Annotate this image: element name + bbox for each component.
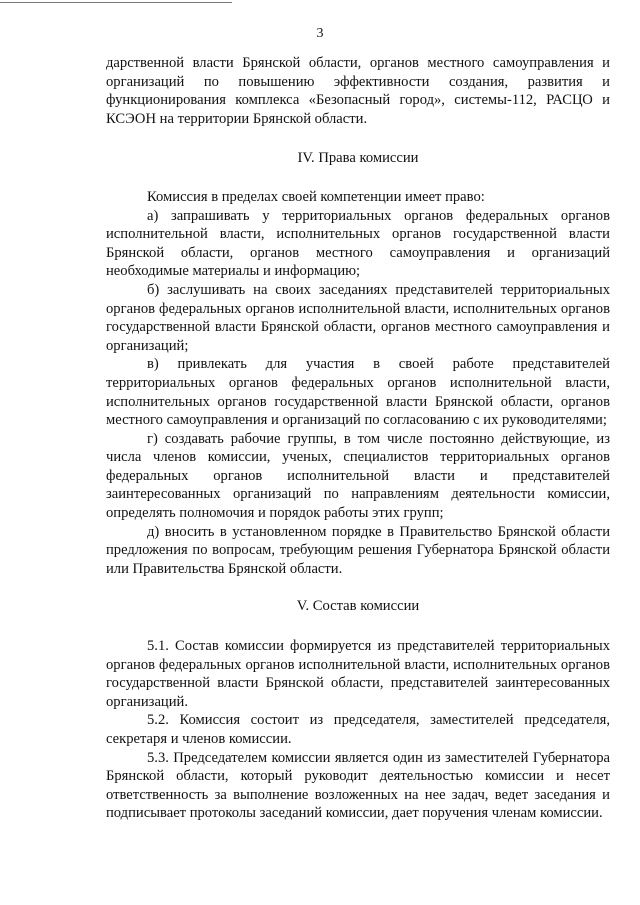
section-5-item-1: 5.1. Состав комиссии формируется из представителей территориальных органов федеральных органов исполнительной власти, исполнительных органов государственной власти Брянской области, представителей заинтересованных организаций.: [106, 638, 610, 710]
section-4-lead: Комиссия в пределах своей компетенции имеет право:: [147, 188, 485, 205]
section-5-heading: V. Состав комиссии: [296, 598, 420, 615]
document-body: [106, 54, 610, 823]
section-4-item-b: б) заслушивать на своих заседаниях представителей территориальных органов федеральных органов исполнительной власти, исполнительных органов государственной власти Брянской области, органов местного самоуправления и организаций;: [106, 281, 610, 354]
header-rule: [0, 2, 232, 3]
intro-paragraph: дарственной власти Брянской области, органов местного самоуправления и организаций по повышению эффективности создания, развития и функционирования комплекса «Безопасный город», системы-112, РАСЦО и КСЭОН на территории Брянской области.: [106, 55, 610, 127]
section-4-item-g: г) создавать рабочие группы, в том числе постоянно действующие, из числа членов комиссии, ученых, специалистов территориальных органов федеральных органов исполнительной власти и представителей заинтересованных организаций по направлениям деятельности комиссии, определять полномочия и порядок работы этих групп;: [106, 430, 610, 522]
page-number: 3: [316, 26, 324, 41]
section-4-heading: IV. Права комиссии: [297, 150, 419, 167]
section-5-item-2: 5.2. Комиссия состоит из председателя, заместителей председателя, секретаря и членов комиссии.: [106, 712, 610, 747]
section-4-item-a: а) запрашивать у территориальных органов федеральных органов исполнительной власти, исполнительных органов государственной власти Брянской области, органов местного самоуправления и организаций необходимые материалы и информацию;: [106, 207, 610, 280]
section-5-item-3: 5.3. Председателем комиссии является один из заместителей Губернатора Брянской области, который руководит деятельностью комиссии и несет ответственность за выполнение возложенных на нее задач, ведет заседания и подписывает протоколы заседаний комиссии, дает поручения членам комиссии.: [106, 749, 610, 822]
section-4-item-v: в) привлекать для участия в своей работе представителей территориальных органов федеральных органов исполнительной власти, исполнительных органов государственной власти Брянской области, органов местного самоуправления и организаций по согласованию с их руководителями;: [106, 356, 610, 429]
section-4-item-d: д) вносить в установленном порядке в Правительство Брянской области предложения по вопросам, требующим решения Губернатора Брянской области или Правительства Брянской области.: [106, 523, 610, 577]
